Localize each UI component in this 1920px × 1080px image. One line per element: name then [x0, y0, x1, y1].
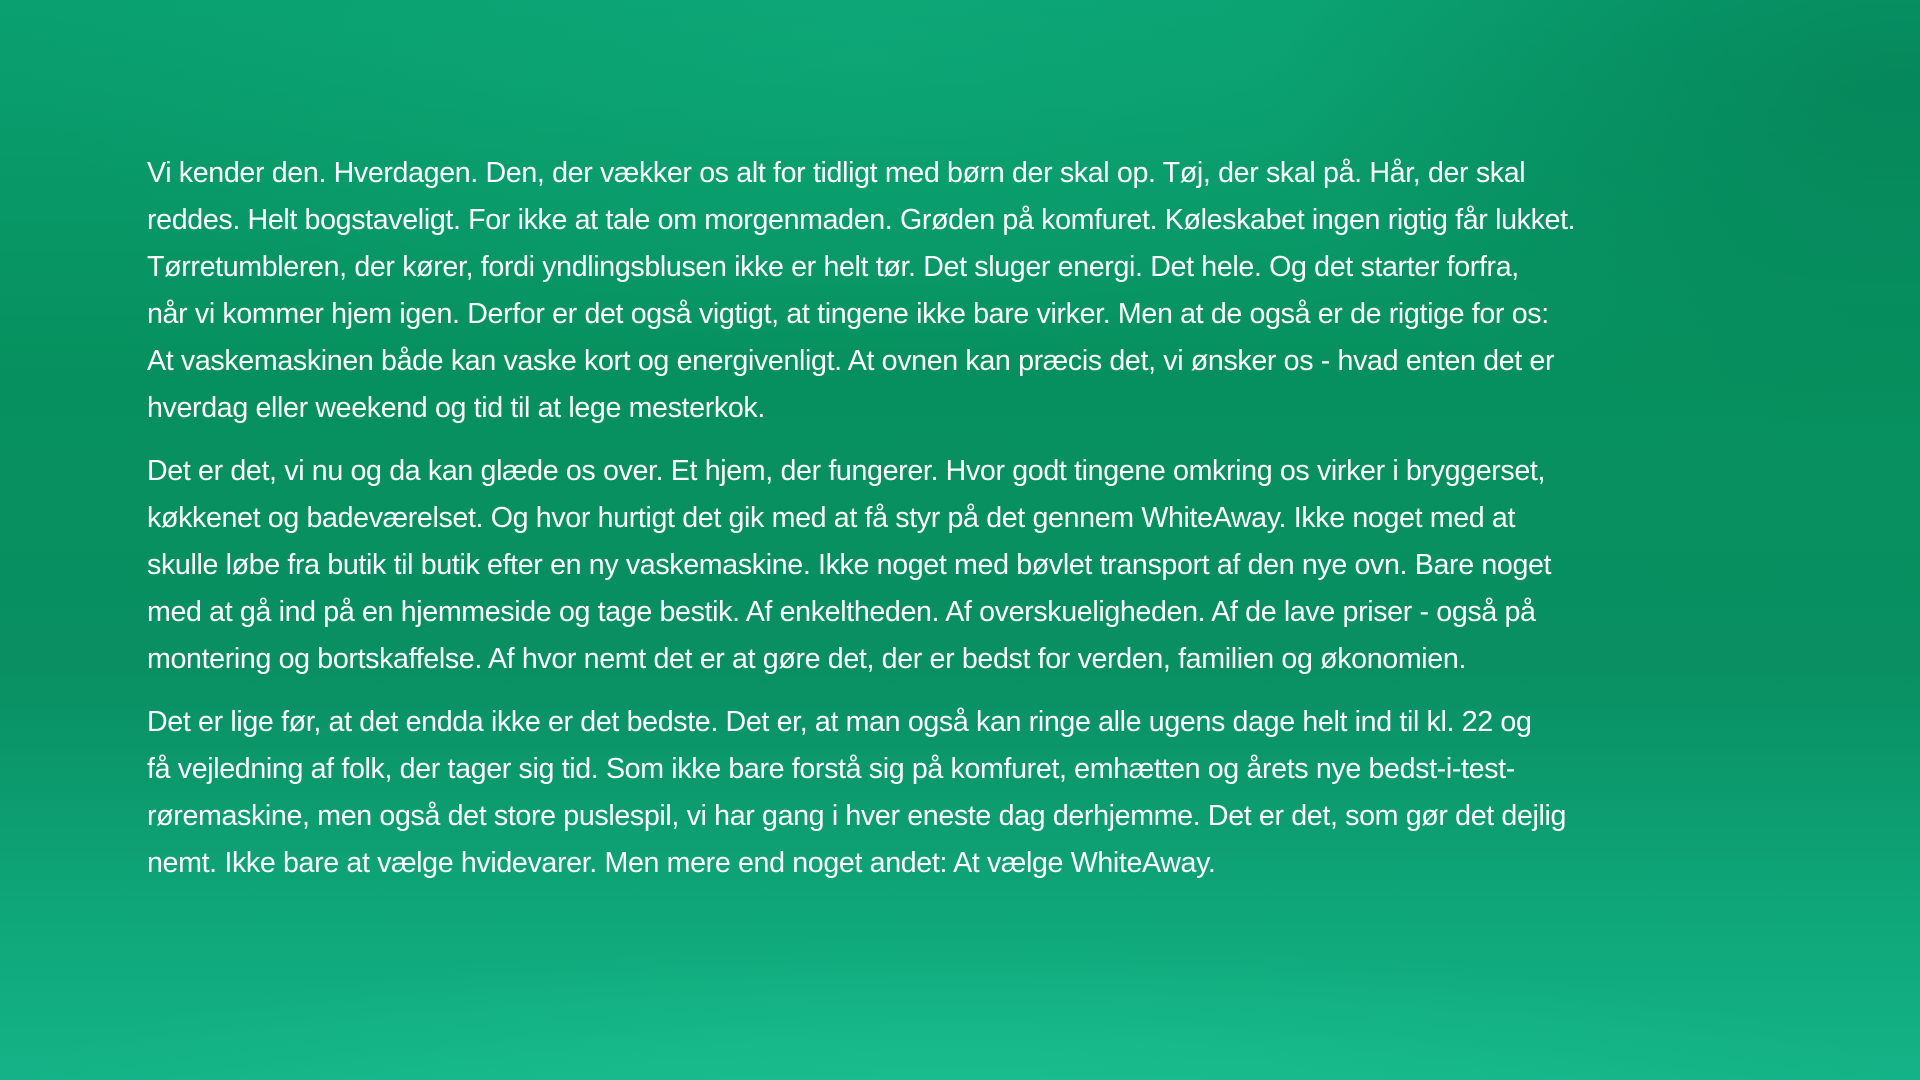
- body-copy: [147, 150, 1727, 903]
- text-line: Tørretumbleren, der kører, fordi yndlingsblusen ikke er helt tør. Det sluger energi. Det hele. Og det starter forfra,: [147, 251, 1519, 283]
- text-line: røremaskine, men også det store puslespil, vi har gang i hver eneste dag derhjemme. Det er det, som gør det dejlig: [147, 800, 1567, 832]
- text-line: hverdag eller weekend og tid til at lege mesterkok.: [147, 392, 765, 424]
- text-line: køkkenet og badeværelset. Og hvor hurtigt det gik med at få styr på det gennem WhiteAway. Ikke noget med at: [147, 502, 1516, 534]
- text-line: Det er det, vi nu og da kan glæde os over. Et hjem, der fungerer. Hvor godt tingene omkring os virker i bryggerset,: [147, 455, 1546, 487]
- text-line: med at gå ind på en hjemmeside og tage bestik. Af enkeltheden. Af overskueligheden. Af de lave priser - også på: [147, 596, 1536, 628]
- text-line: reddes. Helt bogstaveligt. For ikke at tale om morgenmaden. Grøden på komfuret. Køleskabet ingen rigtig får lukket.: [147, 204, 1576, 236]
- paragraph-2: [147, 448, 1727, 683]
- text-line: montering og bortskaffelse. Af hvor nemt det er at gøre det, der er bedst for verden, familien og økonomien.: [147, 643, 1466, 675]
- text-line: nemt. Ikke bare at vælge hvidevarer. Men mere end noget andet: At vælge WhiteAway.: [147, 847, 1216, 879]
- text-line: At vaskemaskinen både kan vaske kort og energivenligt. At ovnen kan præcis det, vi ønsker os - hvad enten det er: [147, 345, 1555, 377]
- text-line: skulle løbe fra butik til butik efter en ny vaskemaskine. Ikke noget med bøvlet transport af den nye ovn. Bare noget: [147, 549, 1552, 581]
- text-line: få vejledning af folk, der tager sig tid. Som ikke bare forstå sig på komfuret, emhætten og årets nye bedst-i-test-: [147, 753, 1515, 785]
- paragraph-1: [147, 150, 1727, 432]
- text-line: Det er lige før, at det endda ikke er det bedste. Det er, at man også kan ringe alle ugens dage helt ind til kl. 22 og: [147, 706, 1532, 738]
- text-line: når vi kommer hjem igen. Derfor er det også vigtigt, at tingene ikke bare virker. Men at de også er de rigtige for os:: [147, 298, 1549, 330]
- text-line: Vi kender den. Hverdagen. Den, der vækker os alt for tidligt med børn der skal op. Tøj, der skal på. Hår, der skal: [147, 157, 1526, 189]
- paragraph-3: [147, 699, 1727, 887]
